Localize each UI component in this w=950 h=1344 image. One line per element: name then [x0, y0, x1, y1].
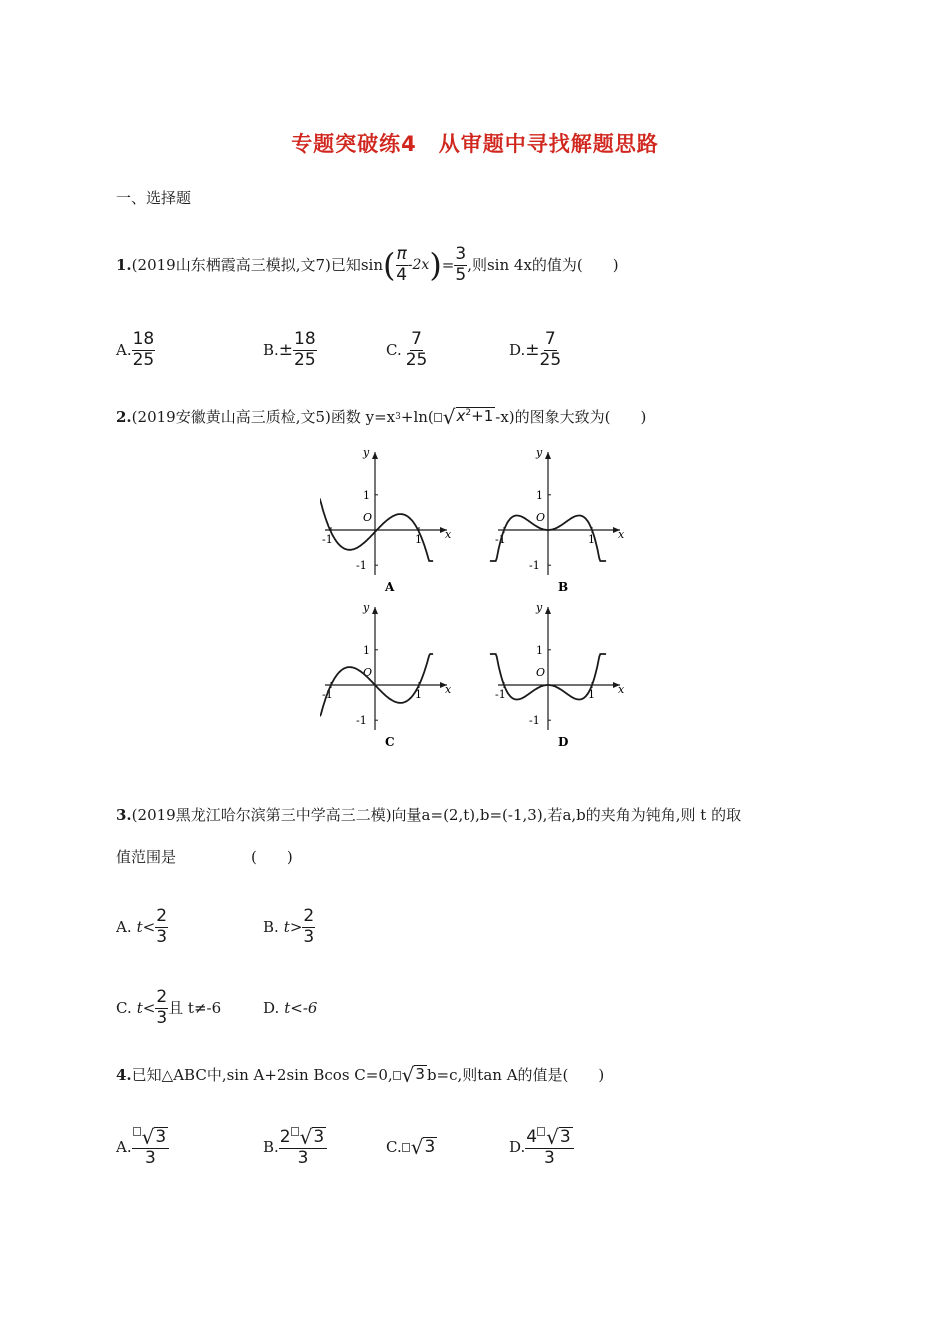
option-label: C.	[386, 1137, 402, 1156]
x-tick-label: -1	[322, 688, 333, 701]
question-4-prefix: 已知△ABC中,sin A+2sin Bcos C=0,	[131, 1065, 393, 1084]
y-tick-label: -1	[529, 559, 540, 573]
y-axis-label: y	[363, 446, 370, 459]
question-number: 3.	[116, 806, 132, 824]
q1-option-b[interactable]	[263, 327, 317, 373]
x-tick-label: -1	[495, 533, 506, 546]
right-paren: )	[429, 246, 442, 284]
y-arrow-icon	[372, 452, 378, 459]
numerator: π	[396, 243, 407, 264]
option-fraction: $\frac{18}{25}$	[132, 328, 155, 370]
option-label: D.	[509, 340, 526, 359]
fraction-3-over-5	[454, 243, 467, 285]
option-fraction: $\frac{2}{3}$	[303, 905, 315, 947]
option-fraction: √ 3 3	[132, 1127, 170, 1168]
sqrt-expression: √ $x^2+1$	[442, 405, 494, 429]
origin-label: O	[536, 511, 546, 524]
origin-label: O	[536, 666, 546, 679]
exponent: 3	[395, 411, 401, 422]
question-number: 2.	[116, 407, 132, 426]
question-4-suffix: b=c,则tan A的值是( )	[426, 1065, 605, 1084]
graph-options-figure	[320, 445, 640, 765]
q4-option-a[interactable]	[116, 1123, 169, 1171]
q1-option-d[interactable]	[509, 327, 561, 373]
y-tick-label: 1	[536, 643, 543, 657]
y-tick-label: 1	[536, 488, 543, 502]
x-tick-label: 1	[415, 533, 422, 546]
question-1	[116, 240, 619, 290]
x-tick-label: 1	[588, 688, 595, 701]
question-1-suffix: ,则sin 4x的值为( )	[467, 255, 619, 274]
graph-option-label: B	[558, 580, 569, 594]
graph-option-label: A	[385, 580, 395, 594]
section-heading: 一、选择题	[116, 189, 192, 207]
y-arrow-icon	[545, 607, 551, 614]
option-fraction: 2 √ 3 3	[279, 1127, 327, 1168]
y-arrow-icon	[545, 452, 551, 459]
q3-option-b[interactable]: B. t> $\frac{2}{3}$	[263, 905, 315, 947]
minus-2x: -2x	[407, 257, 430, 273]
option-label: A.	[116, 1137, 132, 1156]
y-arrow-icon	[372, 607, 378, 614]
x-axis-label: x	[445, 683, 452, 696]
x-axis-label: x	[618, 683, 625, 696]
x-axis-label: x	[618, 528, 625, 541]
q1-option-a[interactable]	[116, 327, 155, 373]
question-3	[116, 808, 741, 823]
question-4	[116, 1062, 604, 1088]
ln-open: +ln(	[400, 407, 434, 426]
question-2-prefix: (2019安徽黄山高三质检,文5)函数 y=x	[131, 407, 396, 426]
equals-sign: =	[441, 255, 455, 274]
question-2	[116, 404, 646, 430]
origin-label: O	[363, 511, 373, 524]
q4-option-d[interactable]	[509, 1123, 574, 1171]
y-tick-label: 1	[363, 488, 370, 502]
denominator: 5	[455, 264, 467, 285]
x-tick-label: -1	[322, 533, 333, 546]
option-fraction: $\frac{7}{25}$	[405, 328, 428, 370]
numerator: 3	[455, 243, 467, 264]
option-label: A.	[116, 917, 132, 936]
x-axis-label: x	[445, 528, 452, 541]
left-paren: (	[383, 246, 396, 284]
option-label: C.	[116, 998, 132, 1017]
question-number: 1.	[116, 255, 132, 274]
option-fraction: 4 √ 3 3	[525, 1127, 573, 1168]
y-tick-label: -1	[356, 714, 367, 728]
q4-option-b[interactable]	[263, 1123, 327, 1171]
page-title: 专题突破练4 从审题中寻找解题思路	[291, 132, 659, 156]
origin-label: O	[363, 666, 373, 679]
q3-option-d[interactable]: D. t<-6	[263, 998, 318, 1017]
fraction-pi-over-4	[396, 243, 408, 285]
option-label: B.	[263, 1137, 279, 1156]
q3-option-c[interactable]: C. t< $\frac{2}{3}$ 且 t≠-6	[116, 986, 222, 1028]
graph-option-label: C	[385, 735, 395, 749]
question-1-prefix: (2019山东栖霞高三模拟,文7)已知sin	[131, 255, 384, 274]
option-label: D.	[509, 1137, 526, 1156]
question-2-suffix: -x)的图象大致为( )	[495, 407, 647, 426]
y-axis-label: y	[363, 601, 370, 614]
option-label: B.	[263, 917, 279, 936]
y-axis-label: y	[536, 446, 543, 459]
option-label: C.	[386, 340, 402, 359]
y-tick-label: -1	[529, 714, 540, 728]
question-3-line-2: 值范围是 ( )	[116, 848, 293, 866]
radical-icon: √	[442, 405, 456, 429]
q1-option-c[interactable]	[386, 327, 427, 373]
radical-icon: √	[401, 1063, 415, 1087]
q3-option-a[interactable]: A. t< $\frac{2}{3}$	[116, 905, 168, 947]
placeholder-box-icon	[393, 1071, 401, 1080]
option-label: B.	[263, 340, 279, 359]
q4-option-c[interactable]: C. √ 3	[386, 1135, 436, 1159]
graph-option-label: D	[558, 735, 569, 749]
y-axis-label: y	[536, 601, 543, 614]
sqrt-expression: √ 3	[401, 1063, 425, 1087]
denominator: 4	[396, 264, 408, 285]
y-tick-label: -1	[356, 559, 367, 573]
option-fraction: $\frac{18}{25}$	[294, 328, 316, 370]
plus-minus-sign: ±	[278, 339, 294, 360]
question-3-text: (2019黑龙江哈尔滨第三中学高三二模)向量a=(2,t),b=(-1,3),若a,b的夹角为钝角,则 t 的取	[131, 806, 742, 824]
plus-minus-sign: ±	[525, 339, 540, 360]
y-tick-label: 1	[363, 643, 370, 657]
option-fraction: $\frac{7}{25}$	[539, 328, 562, 370]
question-number: 4.	[116, 1065, 132, 1084]
x-tick-label: -1	[495, 688, 506, 701]
option-label: A.	[116, 340, 132, 359]
x-tick-label: 1	[415, 688, 422, 701]
x-tick-label: 1	[588, 533, 595, 546]
option-fraction: $\frac{2}{3}$	[156, 905, 168, 947]
option-fraction: $\frac{2}{3}$	[156, 986, 168, 1028]
placeholder-box-icon	[434, 413, 442, 422]
option-label: D.	[263, 998, 280, 1017]
